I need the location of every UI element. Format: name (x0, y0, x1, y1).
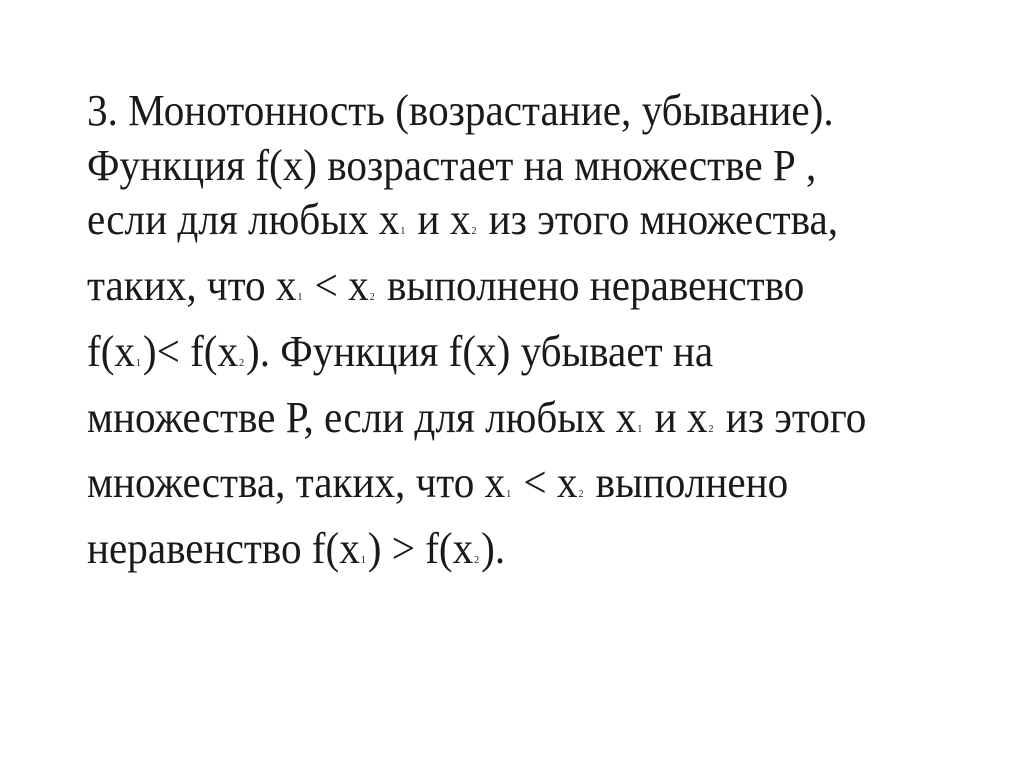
subscript: 1 (135, 356, 142, 369)
subscript: 2 (369, 291, 375, 304)
text-line-6: множестве Р, если для любых x1 и x2 из этого (87, 392, 867, 442)
text-line-7: множества, таких, что x1 < x2 выполнено (87, 458, 789, 508)
text-line-5: f(x1)< f(x2). Функция f(x) убывает на (87, 326, 714, 376)
subscript: 2 (471, 225, 477, 238)
text-line-8: неравенство f(x1) > f(x2). (87, 523, 506, 573)
subscript: 1 (400, 225, 406, 238)
subscript: 1 (297, 291, 303, 304)
subscript: 2 (474, 553, 480, 566)
text-line-2: Функция f(x) возрастает на множестве Р , (87, 140, 817, 190)
slide-body-text (87, 84, 929, 588)
subscript: 2 (708, 422, 714, 435)
text-line-4: таких, что x1 < x2 выполнено неравенство (87, 261, 805, 311)
text-line-3: если для любых x1 и x2 из этого множества, (87, 195, 839, 245)
text-line-1: 3. Монотонность (возрастание, убывание). (87, 86, 834, 135)
subscript: 1 (506, 488, 512, 501)
subscript: 1 (360, 553, 366, 566)
subscript: 1 (637, 422, 643, 435)
subscript: 2 (239, 356, 245, 369)
subscript: 2 (578, 488, 584, 501)
